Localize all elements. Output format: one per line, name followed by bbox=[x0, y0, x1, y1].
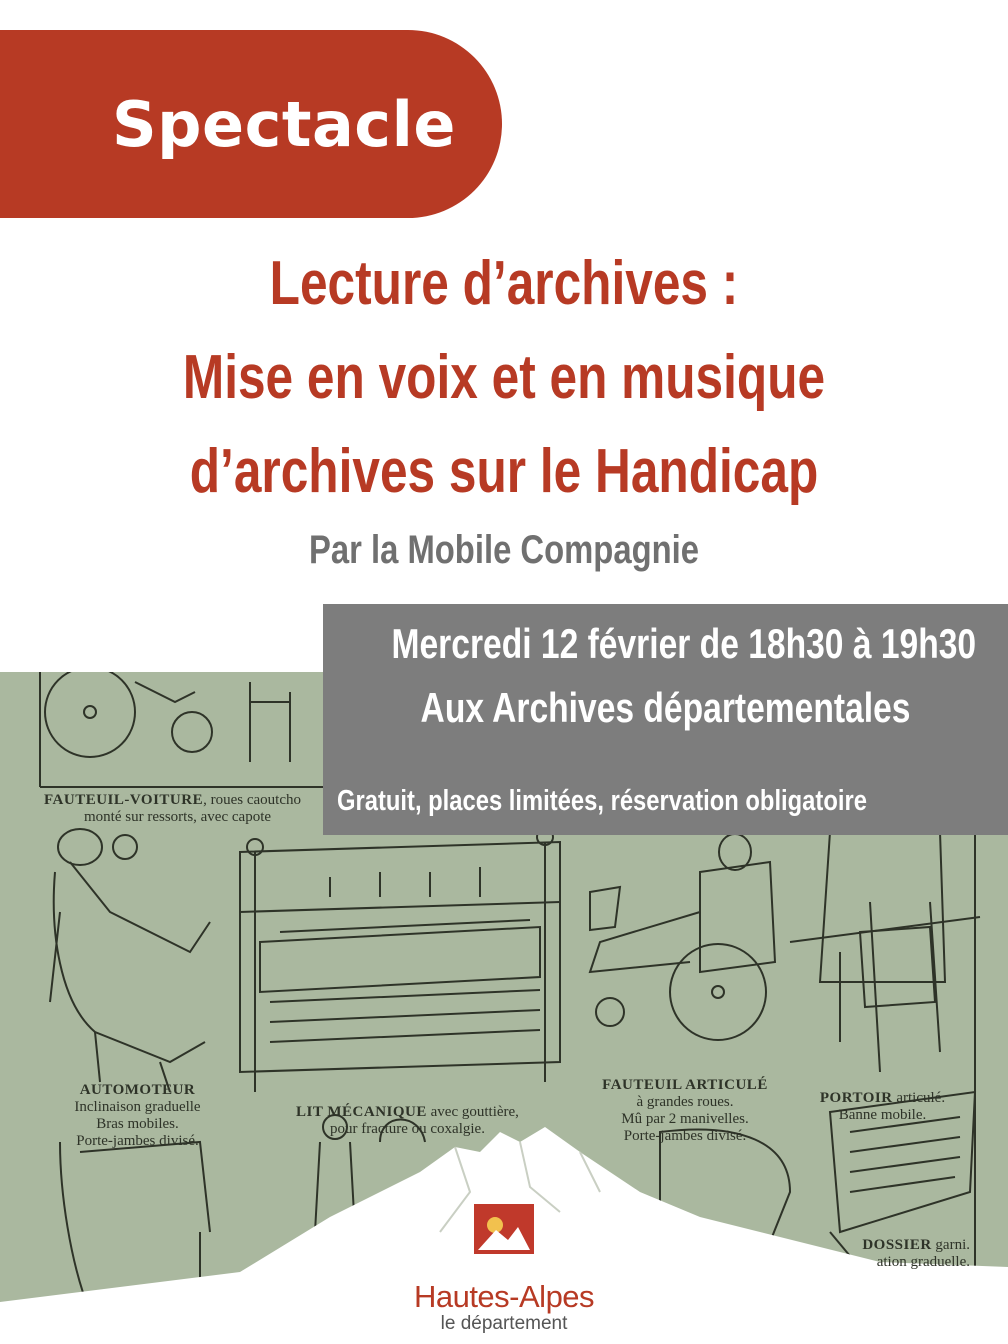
title-line-2: Mise en voix et en musique bbox=[182, 343, 826, 412]
title-line-1: Lecture d’archives : bbox=[269, 249, 739, 318]
subtitle: Par la Mobile Compagnie bbox=[308, 528, 700, 572]
logo-name: Hautes-Alpes bbox=[413, 1279, 595, 1314]
caption-dossier: DOSSIER garni. ation graduelle. bbox=[862, 1237, 970, 1270]
logo-subtitle: le département bbox=[440, 1313, 568, 1334]
category-badge bbox=[0, 30, 502, 218]
event-date: Mercredi 12 février de 18h30 à 19h30 bbox=[391, 620, 977, 667]
caption-automoteur: AUTOMOTEUR Inclinaison graduelle Bras mobiles. Porte-jambes divisé. bbox=[74, 1082, 201, 1149]
caption-fauteuil-articule: FAUTEUIL ARTICULÉ à grandes roues. Mû par 2 manivelles. Porte-jambes divisé. bbox=[602, 1077, 768, 1144]
event-notes: Gratuit, places limitées, réservation obligatoire bbox=[337, 785, 867, 817]
caption-fauteuil-voiture: FAUTEUIL-VOITURE, roues caoutcho monté sur ressorts, avec capote bbox=[44, 792, 301, 825]
event-place: Aux Archives départementales bbox=[420, 684, 911, 731]
category-badge-label: Spectacle bbox=[112, 87, 456, 161]
caption-lit-mecanique: LIT MÉCANIQUE avec gouttière, pour fracture ou coxalgie. bbox=[296, 1104, 519, 1137]
event-info-box bbox=[323, 604, 1008, 835]
title-line-3: d’archives sur le Handicap bbox=[189, 437, 819, 506]
caption-portoir: PORTOIR articulé. Banne mobile. bbox=[819, 1090, 946, 1123]
